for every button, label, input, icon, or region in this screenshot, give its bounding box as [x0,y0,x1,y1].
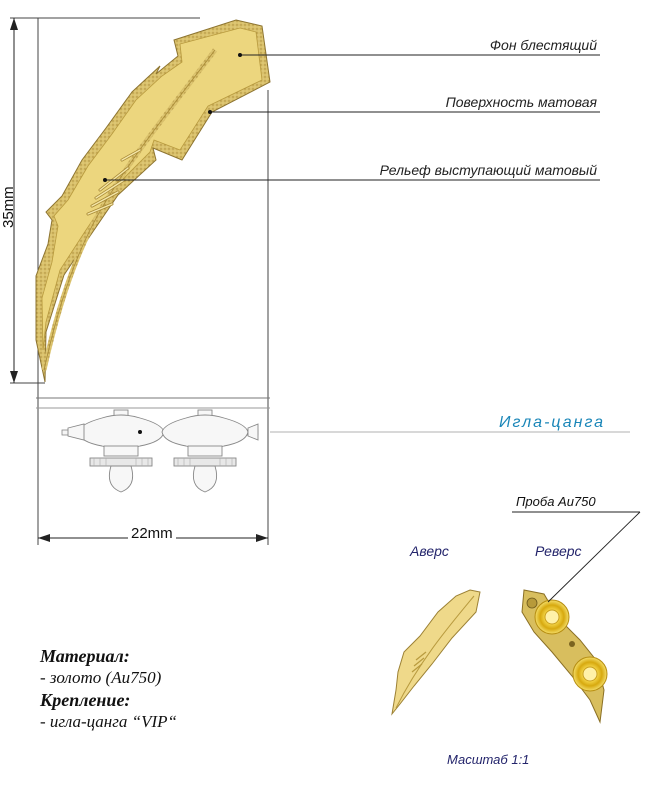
callout-raised-relief: Рельеф выступающий матовый [379,162,597,178]
callout-shiny-background: Фон блестящий [489,37,597,53]
callout-dot [238,53,242,57]
needle-clutch-label: Игла-цанга [499,414,606,431]
obverse-label: Аверс [410,543,449,559]
reverse-label: Реверс [535,543,582,559]
feather-front-view [36,20,270,382]
hallmark-label: Проба Au750 [516,494,596,509]
scale-label: Масштаб 1:1 [447,752,530,767]
callout-dot [208,110,212,114]
callout-dot [103,178,107,182]
fastening-value: - игла-цанга “VIP“ [40,712,177,731]
height-dimension-label: 35mm [0,186,17,228]
specification-block [40,645,177,733]
reverse-feather [522,590,607,722]
material-heading: Материал: [40,646,130,666]
obverse-feather [392,590,480,714]
material-value: - золото (Au750) [40,668,162,687]
width-dimension-label: 22mm [128,525,176,542]
callout-matte-surface: Поверхность матовая [445,94,597,110]
side-view [36,398,630,492]
fastening-heading: Крепление: [40,690,131,710]
